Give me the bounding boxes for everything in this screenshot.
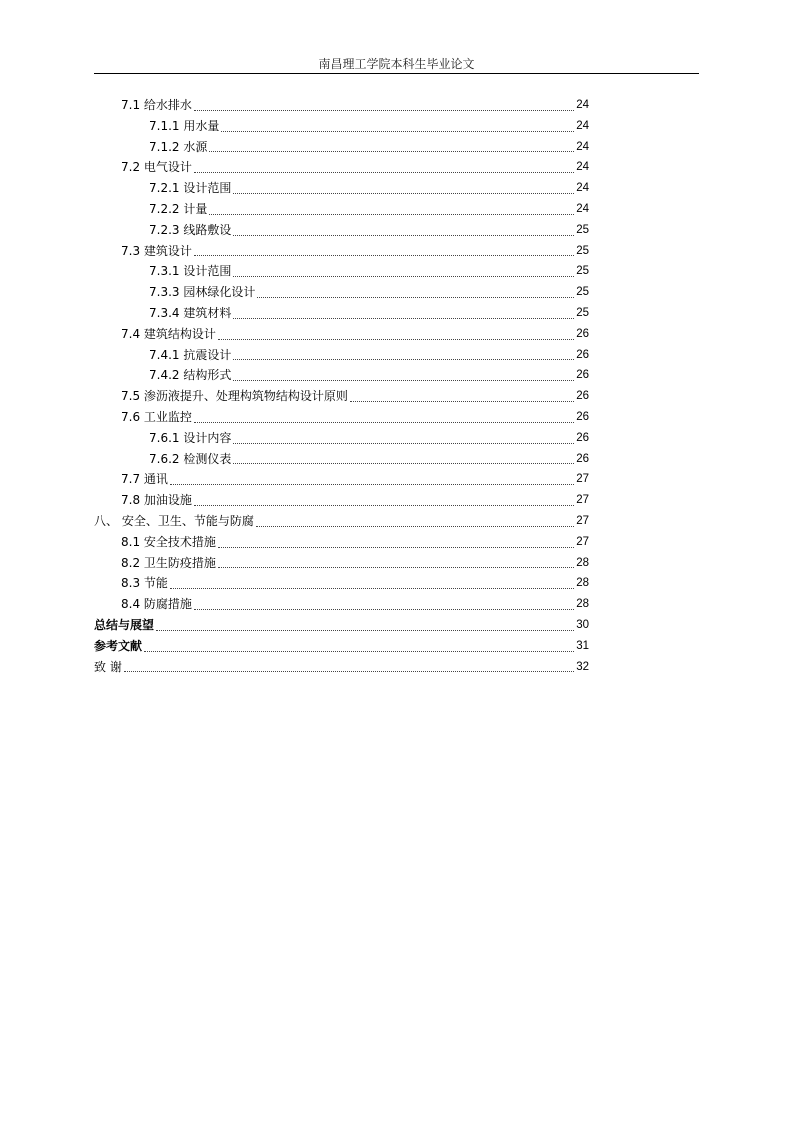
toc-entry[interactable] [94,428,589,449]
toc-entry[interactable] [94,449,589,470]
toc-entry[interactable] [94,282,589,303]
toc-entry-title: 7.6.1 设计内容 [149,430,232,445]
toc-dot-leader [233,193,574,194]
toc-entry-page-number: 26 [576,431,589,444]
toc-dot-leader [209,151,574,152]
toc-entry-title: 7.2.3 线路敷设 [149,222,232,237]
toc-entry[interactable] [94,178,589,199]
toc-dot-leader [233,359,574,360]
toc-entry[interactable] [94,407,589,428]
toc-entry-title: 7.5 渗沥液提升、处理构筑物结构设计原则 [121,389,348,404]
toc-dot-leader [233,463,574,464]
toc-dot-leader [233,443,574,444]
toc-entry-page-number: 24 [576,182,589,195]
toc-dot-leader [194,422,574,423]
toc-entry-title: 8.4 防腐措施 [121,597,192,612]
toc-entry[interactable] [94,220,589,241]
toc-entry-title: 7.6 工业监控 [121,409,192,424]
toc-entry[interactable] [94,511,589,532]
toc-entry-page-number: 32 [576,660,589,673]
toc-entry[interactable] [94,490,589,511]
toc-entry[interactable] [94,199,589,220]
toc-entry-title: 8.3 节能 [121,576,168,591]
toc-entry-page-number: 26 [576,452,589,465]
toc-entry[interactable] [94,553,589,574]
toc-entry[interactable] [94,324,589,345]
toc-entry-page-number: 24 [576,119,589,132]
toc-entry-page-number: 25 [576,306,589,319]
toc-entry-page-number: 24 [576,161,589,174]
page-header: 南昌理工学院本科生毕业论文 [318,57,475,71]
toc-entry-title: 7.3.3 园林绿化设计 [149,285,256,300]
toc-entry-page-number: 26 [576,348,589,361]
toc-entry[interactable] [94,657,589,678]
toc-entry[interactable] [94,137,589,158]
toc-entry-page-number: 24 [576,202,589,215]
toc-entry-page-number: 27 [576,473,589,486]
toc-entry-page-number: 26 [576,369,589,382]
toc-dot-leader [194,255,574,256]
toc-entry-title: 8.1 安全技术措施 [121,534,216,549]
table-of-contents [94,95,589,677]
toc-entry[interactable] [94,532,589,553]
toc-dot-leader [350,401,574,402]
toc-entry-title: 参考文献 [94,638,143,653]
toc-dot-leader [194,110,574,111]
toc-entry[interactable] [94,157,589,178]
toc-dot-leader [209,214,574,215]
toc-entry-title: 7.2 电气设计 [121,160,192,175]
toc-entry-title: 7.1.2 水源 [149,139,208,154]
toc-entry-title: 7.1 给水排水 [121,98,192,112]
toc-entry-title: 7.8 加油设施 [121,493,192,508]
toc-dot-leader [124,671,574,672]
toc-dot-leader [170,484,574,485]
toc-dot-leader [156,630,574,631]
toc-entry-title: 7.4.2 结构形式 [149,368,232,383]
toc-entry-title: 7.2.2 计量 [149,201,208,216]
toc-entry-page-number: 27 [576,514,589,527]
toc-entry-title: 7.4 建筑结构设计 [121,326,216,341]
toc-entry[interactable] [94,241,589,262]
toc-dot-leader [194,505,574,506]
toc-entry-title: 7.4.1 抗震设计 [149,347,232,362]
toc-entry-page-number: 26 [576,327,589,340]
toc-entry-page-number: 25 [576,265,589,278]
toc-entry-title: 八、 安全、卫生、节能与防腐 [94,513,254,528]
toc-entry[interactable] [94,636,589,657]
toc-dot-leader [221,131,574,132]
toc-entry[interactable] [94,116,589,137]
toc-entry[interactable] [94,615,589,636]
toc-entry-page-number: 27 [576,535,589,548]
toc-entry-title: 总结与展望 [94,617,155,632]
toc-dot-leader [218,339,574,340]
toc-entry-page-number: 25 [576,244,589,257]
toc-dot-leader [194,609,574,610]
toc-dot-leader [233,380,574,381]
toc-entry-page-number: 26 [576,390,589,403]
toc-entry-page-number: 26 [576,410,589,423]
toc-entry-page-number: 28 [576,598,589,611]
toc-entry-title: 7.3 建筑设计 [121,243,192,258]
toc-dot-leader [256,526,574,527]
toc-dot-leader [170,588,574,589]
toc-dot-leader [218,547,574,548]
toc-entry-title: 致 谢 [94,659,122,674]
toc-entry-page-number: 30 [576,618,589,631]
toc-entry-title: 7.7 通讯 [121,472,168,487]
toc-dot-leader [144,651,574,652]
toc-entry[interactable] [94,261,589,282]
toc-entry[interactable] [94,573,589,594]
toc-entry[interactable] [94,345,589,366]
toc-entry-title: 7.2.1 设计范围 [149,181,232,196]
toc-entry-page-number: 31 [576,639,589,652]
toc-entry-title: 7.3.1 设计范围 [149,264,232,279]
toc-entry-page-number: 28 [576,577,589,590]
toc-entry[interactable] [94,386,589,407]
toc-entry[interactable] [94,303,589,324]
toc-dot-leader [233,235,574,236]
toc-dot-leader [194,172,574,173]
toc-dot-leader [233,318,574,319]
toc-entry-title: 8.2 卫生防疫措施 [121,555,216,570]
toc-entry[interactable] [94,95,589,116]
toc-entry-title: 7.3.4 建筑材料 [149,305,232,320]
toc-entry-title: 7.1.1 用水量 [149,118,220,133]
toc-dot-leader [218,567,574,568]
toc-entry-page-number: 28 [576,556,589,569]
toc-entry-page-number: 27 [576,494,589,507]
toc-entry-page-number: 25 [576,223,589,236]
toc-entry-page-number: 25 [576,286,589,299]
toc-entry[interactable] [94,594,589,615]
toc-entry[interactable] [94,469,589,490]
toc-dot-leader [233,276,574,277]
toc-entry-page-number: 24 [576,99,589,111]
toc-dot-leader [257,297,574,298]
toc-entry[interactable] [94,365,589,386]
header-rule [94,73,699,74]
toc-entry-page-number: 24 [576,140,589,153]
toc-entry-title: 7.6.2 检测仪表 [149,451,232,466]
